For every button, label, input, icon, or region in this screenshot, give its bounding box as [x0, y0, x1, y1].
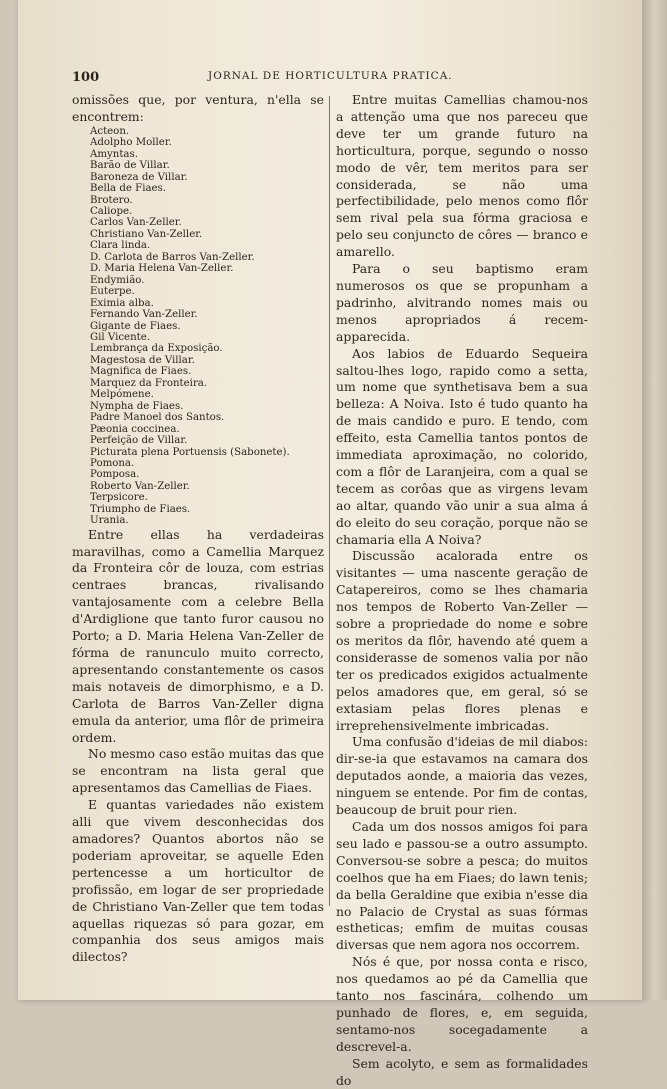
camellia-name: Magnifica de Fiaes.	[90, 366, 192, 378]
camellia-name: Caliope.	[90, 205, 133, 217]
camellia-name: Christiano Van-Zeller.	[90, 228, 203, 240]
camellia-name: D. Maria Helena Van-Zeller.	[90, 263, 234, 275]
paragraph: Aos labios de Eduardo Sequeira saltou-lhes logo, rapido como a setta, um nome que synthetisava bem a sua belleza: A Noiva. Isto é tudo quanto ha de mais candido e puro. E tendo, com effeito, esta Camellia tantos pontos de immediata aproximação, no colorido, com a flôr de Laranjeira, com a qual se tecem as corôas que as virgens levam ao altar, quando vão unir a sua alma á do eleito do seu coração, porque não se chamaria ella A Noiva?	[336, 345, 588, 547]
camellia-name: D. Carlota de Barros Van-Zeller.	[90, 251, 255, 263]
camellia-name: Clara linda.	[90, 240, 151, 252]
camellia-name: Bella de Fiaes.	[90, 183, 167, 195]
intro-text: omissões que, por ventura, n'ella se encontrem:	[72, 92, 324, 124]
camellia-name: Urania.	[90, 515, 129, 527]
running-title: JORNAL DE HORTICULTURA PRATICA.	[208, 70, 453, 82]
left-column	[72, 92, 324, 966]
next-page-edge	[642, 0, 667, 1000]
camellia-name: Gil Vicente.	[90, 331, 150, 343]
camellia-name: Magestosa de Villar.	[90, 354, 195, 366]
page-number: 100	[72, 70, 100, 85]
camellia-name: Brotero.	[90, 194, 133, 206]
paragraph: Nós é que, por nossa conta e risco, nos quedamos ao pé da Camellia que tanto nos fascinára, colhendo um punhado de flores, e, em seguida, sentamo-nos socegadamente a descrevel-a.	[336, 954, 588, 1054]
page-header	[72, 70, 586, 90]
camellia-name: Eximia alba.	[90, 297, 154, 309]
paragraph: E quantas variedades não existem alli que vivem desconhecidas dos amadores? Quantos abortos não se poderiam aproveitar, se aquelle Eden pertencesse a um horticultor de profissão, em logar de ser propriedade de Christiano Van-Zeller que tem todas aquellas riquezas só para gozar, em companhia dos seus amigos mais dilectos?	[72, 797, 324, 965]
camellia-name: Euterpe.	[90, 286, 135, 298]
camellia-name: Nympha de Fiaes.	[90, 400, 184, 412]
paragraph: Cada um dos nossos amigos foi para seu lado e passou-se a outro assumpto. Conversou-se sobre a pesca; do muitos coelhos que ha em Fiaes; do lawn tenis; da bella Geraldine que exibia n'esse dia no Palacio de Crystal as suas fórmas estheticas; emfim de muitas cousas diversas que nem agora nos occorrem.	[336, 818, 588, 953]
right-column	[336, 92, 588, 1089]
camellia-name: Gigante de Fiaes.	[90, 320, 181, 332]
paragraph: Discussão acalorada entre os visitantes — uma nascente geração de Catapereiros, como se lhes chamaria nos tempos de Roberto Van-Zeller — sobre a propriedade do nome e sobre os meritos da flôr, havendo até quem a considerasse de somenos valia por não ter os predicados exigidos actualmente pelos amadores que, em geral, só se extasiam pelas flores plenas e irreprehensivelmente imbricadas.	[336, 548, 588, 733]
paragraph: Para o seu baptismo eram numerosos os que se propunham a padrinho, alvitrando nomes mais ou menos apropriados á recem-apparecida.	[336, 261, 588, 344]
camellia-name: Perfeição de Villar.	[90, 435, 188, 447]
paragraph: Uma confusão d'ideias de mil diabos: dir-se-ia que estavamos na camara dos deputados aonde, a maioria das vezes, ninguem se entende. Por fim de contas, beaucoup de bruit pour rien.	[336, 734, 588, 818]
camellia-name: Pomona.	[90, 457, 135, 469]
camellia-name-list	[72, 126, 324, 527]
camellia-name: Triumpho de Fiaes.	[90, 503, 191, 515]
camellia-name: Marquez da Fronteira.	[90, 377, 208, 389]
camellia-name: Pomposa.	[90, 469, 140, 481]
camellia-name: Lembrança da Exposição.	[90, 343, 223, 355]
camellia-name: Roberto Van-Zeller.	[90, 480, 190, 492]
paragraph: Entre ellas ha verdadeiras maravilhas, como a Camellia Marquez da Fronteira côr de louza, com estrias centraes brancas, rivalisando vantajosamente com a celebre Bella d'Ardiglione que tanto furor causou no Porto; a D. Maria Helena Van-Zeller de fórma de ranunculo muito correcto, apresentando constantemente os casos mais notaveis de dimorphismo, e a D. Carlota de Barros Van-Zeller digna emula da anterior, uma flôr de primeira ordem.	[72, 526, 324, 745]
camellia-name: Terpsicore.	[90, 492, 148, 504]
camellia-name: Endymião.	[90, 274, 145, 286]
camellia-name: Barão de Villar.	[90, 160, 170, 172]
paragraph: Sem acolyto, e sem as formalidades do	[336, 1055, 588, 1088]
column-divider	[329, 96, 330, 906]
camellia-name: Picturata plena Portuensis (Sabonete).	[90, 446, 290, 458]
camellia-name: Melpómene.	[90, 389, 154, 401]
camellia-name: Pæonia coccinea.	[90, 423, 180, 435]
camellia-name: Carlos Van-Zeller.	[90, 217, 182, 229]
camellia-name: Fernando Van-Zeller.	[90, 309, 198, 321]
paragraph: No mesmo caso estão muitas das que se encontram na lista geral que apresentamos das Camellias de Fiaes.	[72, 746, 324, 796]
camellia-name: Baroneza de Villar.	[90, 171, 188, 183]
paragraph: Entre muitas Camellias chamou-nos a attenção uma que nos pareceu que deve ter um grande futuro na horticultura, porque, segundo o nosso modo de vêr, tem meritos para ser considerada, se não uma perfectibilidade, pelo menos como flôr sem rival pela sua fórma graciosa e pelo seu conjuncto de côres — branco e amarello.	[336, 92, 588, 260]
camellia-name: Acteon.	[90, 125, 130, 137]
camellia-name: Amyntas.	[90, 148, 138, 160]
camellia-name: Padre Manoel dos Santos.	[90, 412, 225, 424]
camellia-name: Adolpho Moller.	[90, 137, 172, 149]
